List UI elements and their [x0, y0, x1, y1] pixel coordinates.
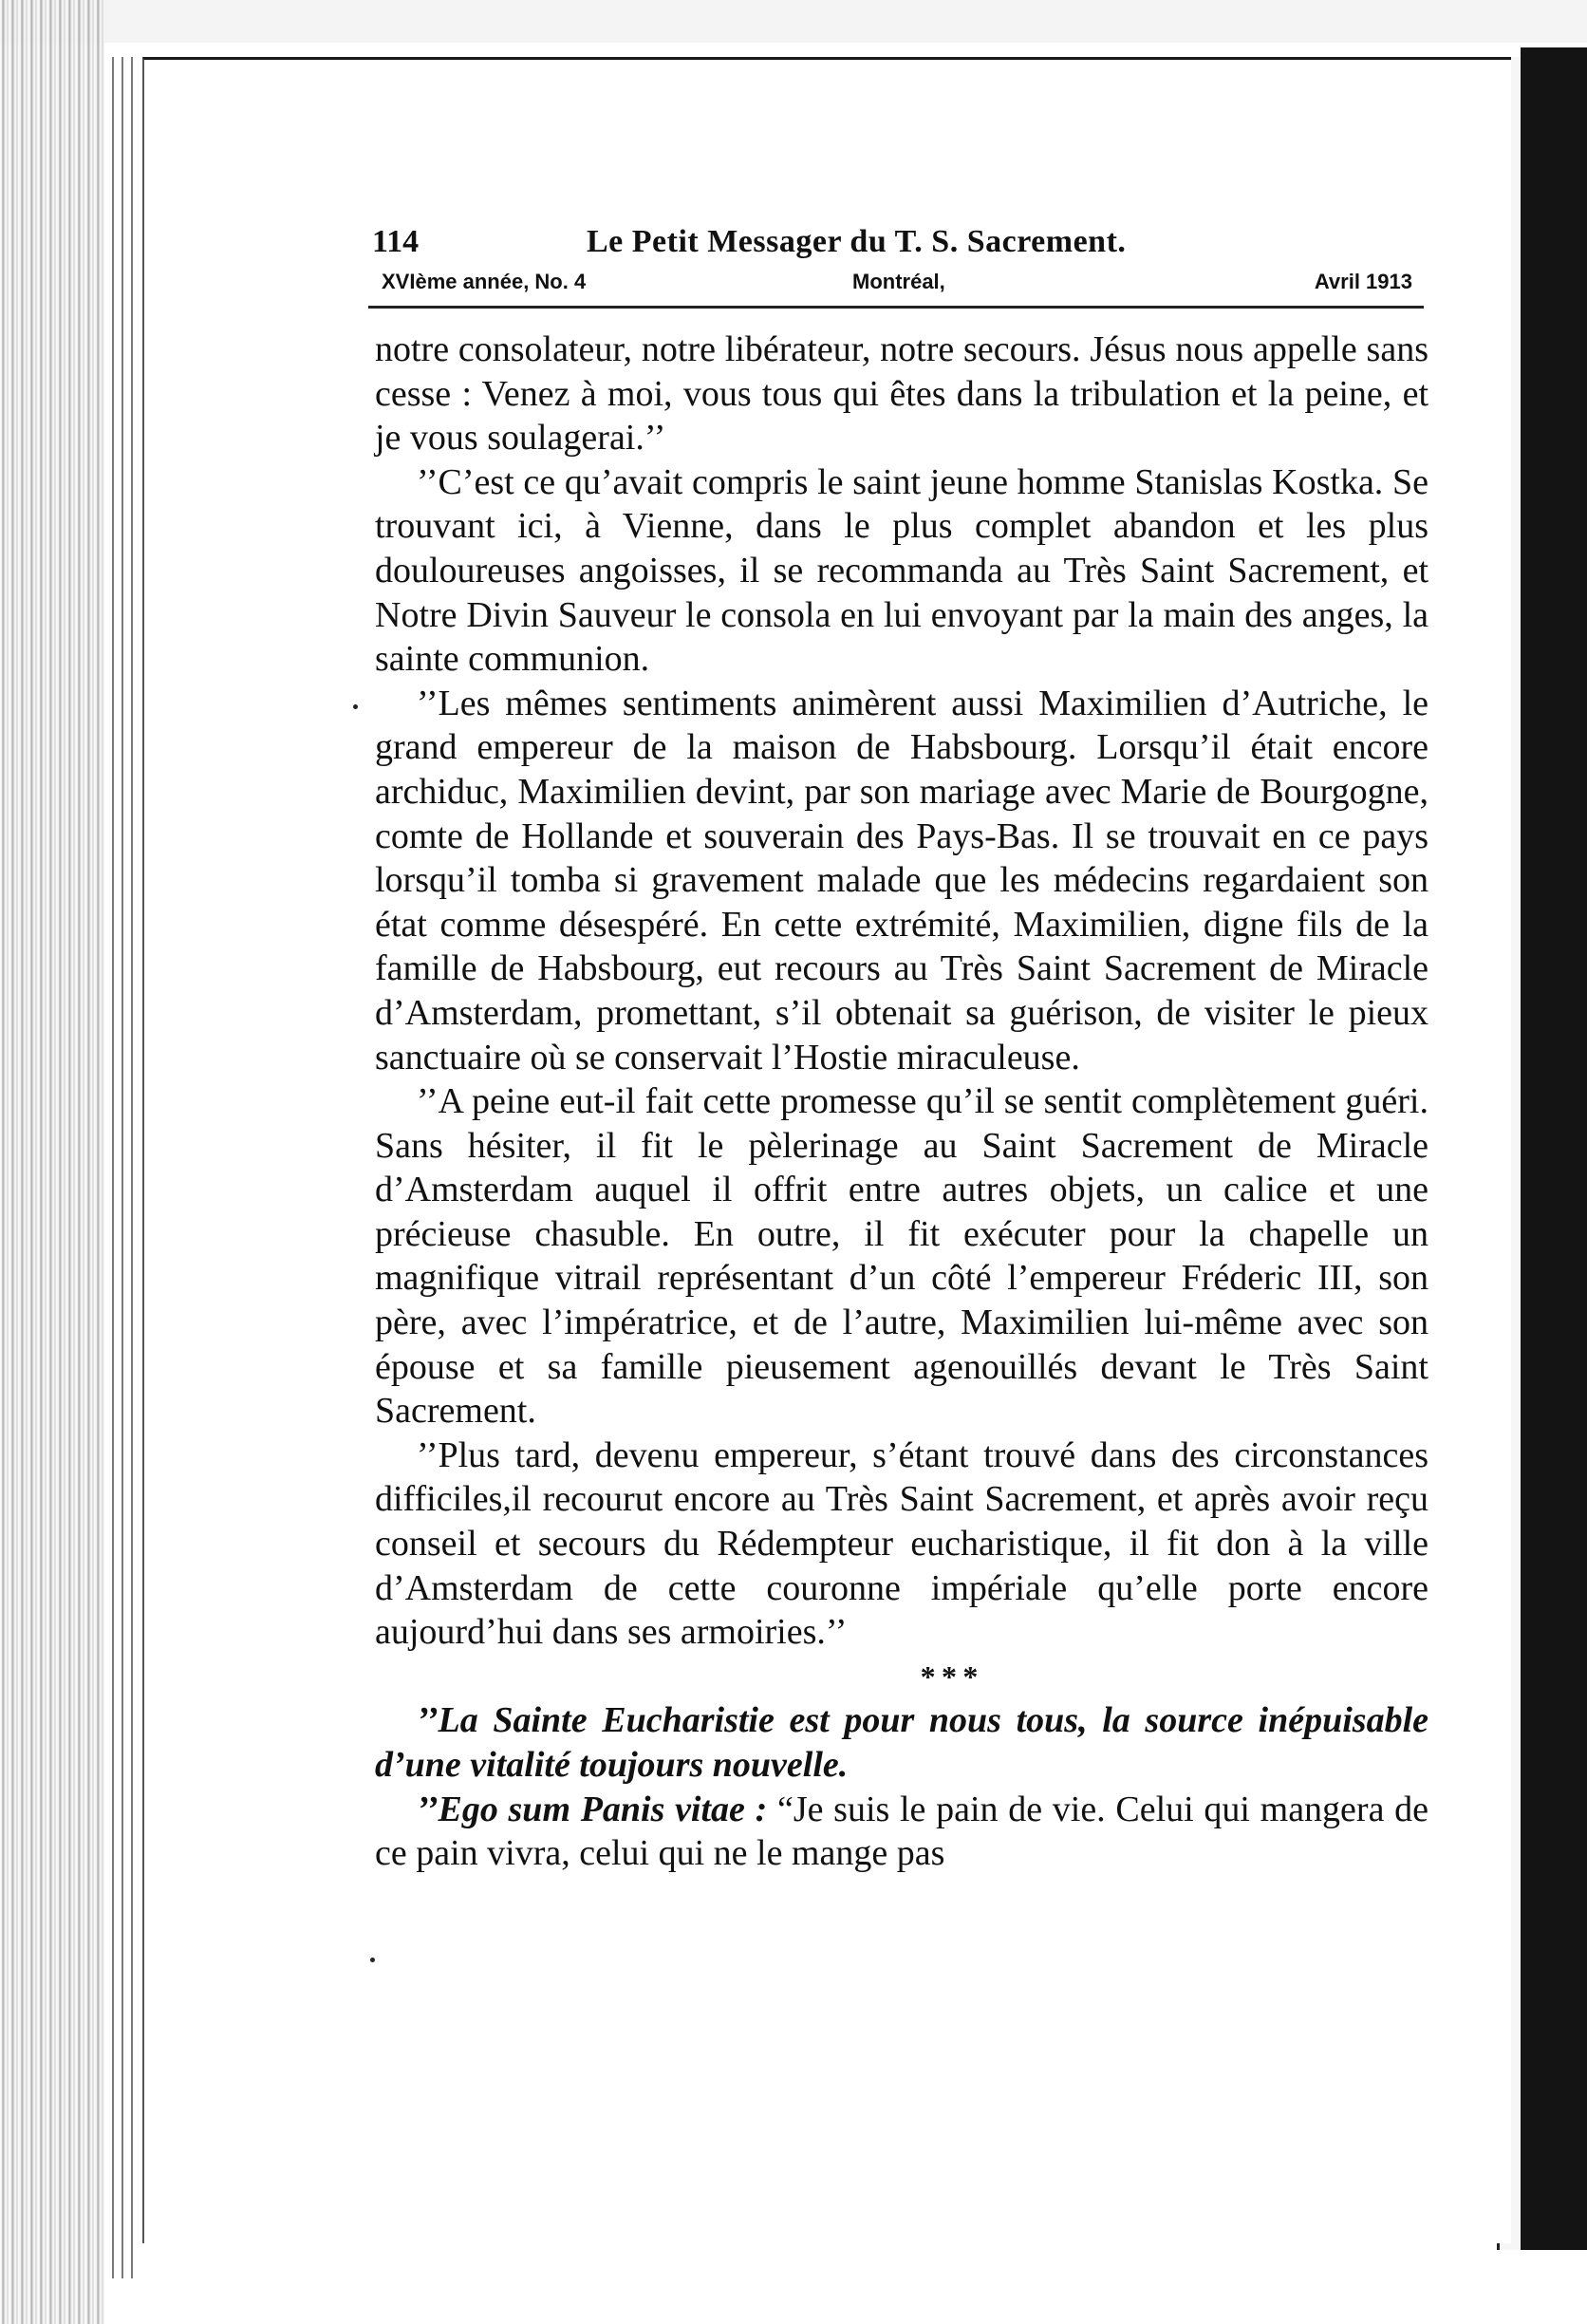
scan-right-border [1521, 47, 1587, 2250]
page-header [368, 224, 1424, 296]
header-rule [368, 306, 1424, 309]
scan-speck [353, 704, 358, 709]
page-stack-edge [112, 57, 114, 2278]
publication-place: Montréal, [852, 270, 945, 293]
paragraph: ’’Les mêmes sentiments animèrent aussi Maximilien d’Autriche, le grand empereur de la maison de Habsbourg. Lorsqu’il était encore archiduc, Maximilien devint, par son mariage avec Marie de Bourgogne, comte de Hollande et souverain des Pays-Bas. Il se trouvait en ce pays lorsqu’il tomba si gravement malade que les médecins regardaient son état comme désespéré. En cette extrémité, Maximilien, digne fils de la famille de Habsbourg, eut recours au Très Saint Sacrement de Miracle d’Amsterdam, promettant, s’il obtenait sa guérison, de visiter le pieux sanctuaire où se conservait l’Hostie miraculeuse. [375, 683, 1428, 1078]
paragraph: ’’Plus tard, devenu empereur, s’étant trouvé dans des circonstances difficiles,il recourut encore au Très Saint Sacrement, et après avoir reçu conseil et secours du Rédempteur eucharistique, il fit don à la ville d’Amsterdam de cette couronne impériale qu’elle porte encore aujourd’hui dans ses armoiries.’’ [375, 1434, 1428, 1653]
page-stack-edge [131, 57, 133, 2278]
latin-quote: ’’Ego sum Panis vitae : [417, 1789, 768, 1829]
paragraph-text: “Je suis le pain de vie. Celui qui mangera de ce pain vivra, celui qui ne le mange pas [375, 1789, 1428, 1874]
asterism-divider: * * * [920, 1659, 979, 1694]
paragraph: ’’A peine eut-il fait cette promesse qu’il se sentit complètement guéri. Sans hésiter, il fit le pèlerinage au Saint Sacrement de Miracle d’Amsterdam auquel il offrit entre autres objets, un calice et une précieuse chasuble. En outre, il fit exécuter pour la chapelle un magnifique vitrail représentant d’un côté l’empereur Fréderic III, son père, avec l’impératrice, et de l’autre, Maximilien lui-même avec son épouse et sa famille pieusement agenouillés devant le Très Saint Sacrement. [375, 1081, 1428, 1432]
publication-date: Avril 1913 [1314, 270, 1412, 293]
book-gutter [0, 0, 104, 2324]
page-number: 114 [372, 224, 420, 259]
running-title: Le Petit Messager du T. S. Sacrement. [587, 224, 1127, 259]
paragraph: ’’C’est ce qu’avait compris le saint jeune homme Stanislas Kostka. Se trouvant ici, à Vienne, dans le plus complet abandon et les plus douloureuses angoisses, il se recommanda au Très Saint Sacrement, et Notre Divin Sauveur le consola en lui envoyant par la main des anges, la sainte communion. [375, 461, 1428, 680]
page-stack-edge [121, 57, 123, 2278]
paragraph: notre consolateur, notre libérateur, notre secours. Jésus nous appelle sans cesse : Venez à moi, vous tous qui êtes dans la tribulation et la peine, et je vous soulagerai.’’ [375, 329, 1428, 459]
header-info-line [368, 264, 1424, 296]
scan-speck [370, 1958, 375, 1962]
volume-info: XVIème année, No. 4 [382, 270, 587, 293]
scan-top-margin [0, 0, 1587, 43]
article-body [375, 328, 1428, 1876]
header-title-line [368, 224, 1424, 264]
paragraph [375, 1788, 1428, 1876]
quote-paragraph: ’’La Sainte Eucharistie est pour nous tous, la source inépuisable d’une vitalité toujours nouvelle. [375, 1700, 1428, 1785]
